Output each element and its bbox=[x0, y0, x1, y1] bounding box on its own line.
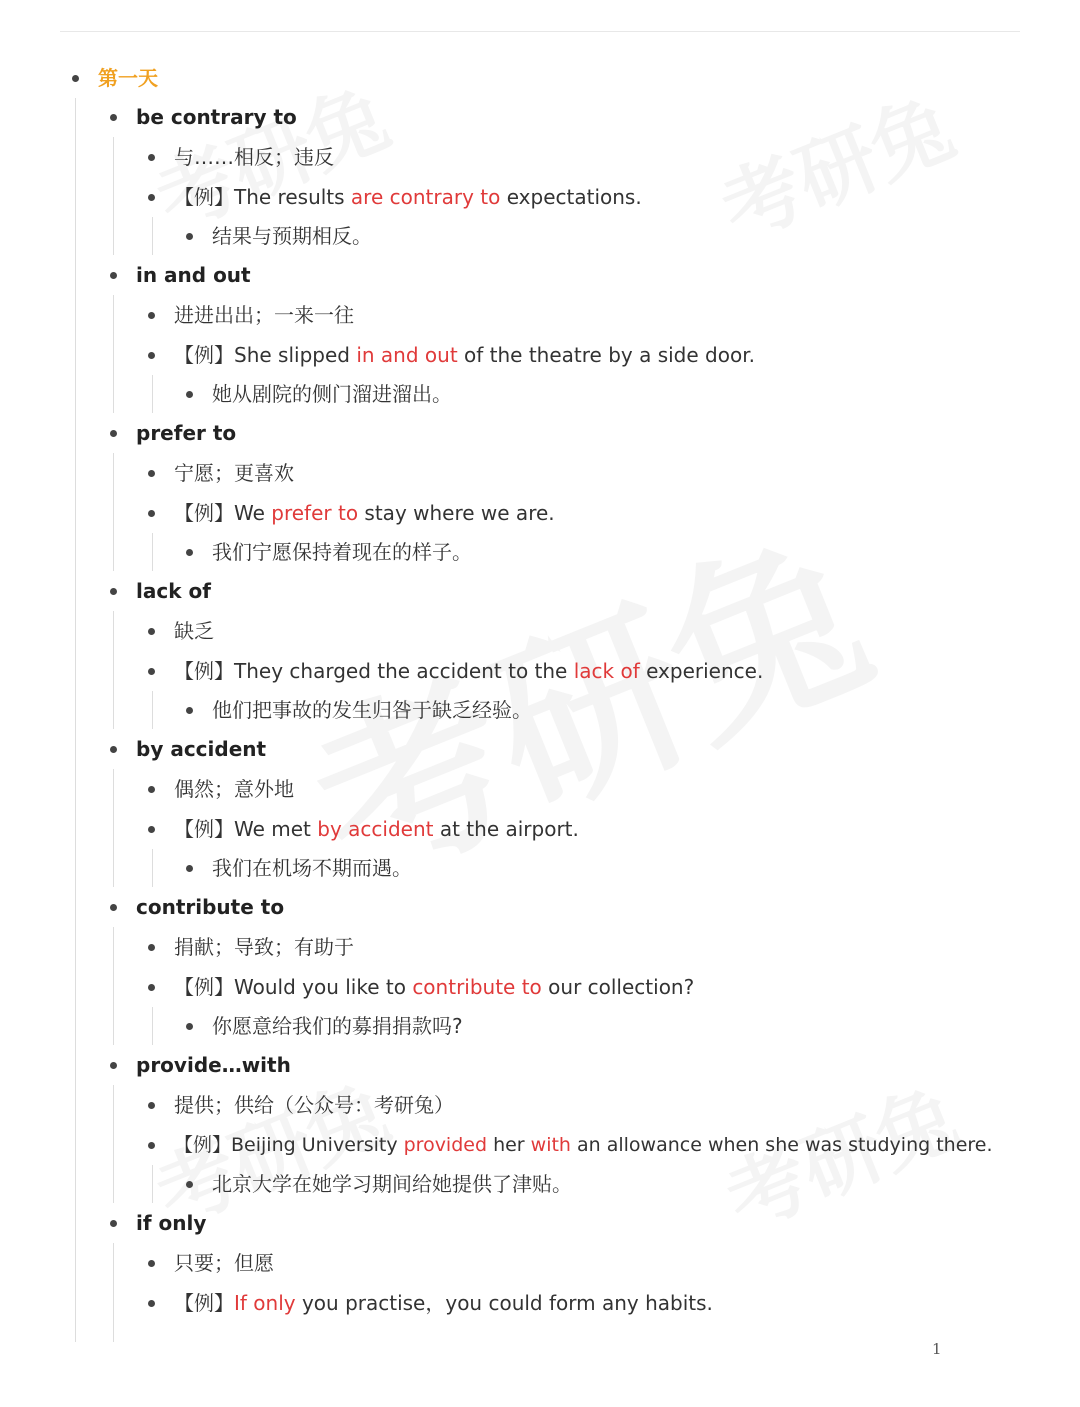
example-text: of the theatre by a side door. bbox=[457, 343, 755, 367]
example-text: an allowance when she was studying there. bbox=[570, 1134, 993, 1156]
example-text: We bbox=[234, 501, 272, 525]
watermark bbox=[702, 64, 968, 261]
example-text: experience. bbox=[639, 659, 764, 683]
bullet-dot bbox=[186, 1181, 193, 1188]
phrase-heading: prefer to bbox=[136, 421, 237, 445]
example-text: They charged the accident to the bbox=[234, 659, 574, 683]
phrase-meaning: 宁愿；更喜欢 bbox=[174, 461, 294, 485]
phrase-heading: if only bbox=[136, 1211, 207, 1235]
outline-guide bbox=[113, 1243, 114, 1342]
example-text: stay where we are. bbox=[358, 501, 555, 525]
bullet-dot bbox=[148, 1300, 155, 1307]
outline-guide bbox=[152, 691, 153, 729]
bullet-dot bbox=[148, 1142, 155, 1149]
bullet-dot bbox=[148, 944, 155, 951]
bullet-dot bbox=[148, 510, 155, 517]
outline-guide bbox=[75, 98, 76, 1342]
example-text: Beijing University bbox=[231, 1134, 404, 1156]
phrase-meaning: 进进出出；一来一往 bbox=[174, 303, 354, 327]
example-highlight: prefer to bbox=[271, 501, 359, 525]
example-highlight: lack of bbox=[573, 659, 640, 683]
phrase-meaning: 捐献；导致；有助于 bbox=[174, 935, 354, 959]
outline-guide bbox=[113, 769, 114, 887]
bullet-dot bbox=[72, 75, 79, 82]
bullet-dot bbox=[148, 470, 155, 477]
example-label: 【例】 bbox=[174, 1291, 234, 1315]
example-sentence bbox=[174, 493, 555, 533]
outline-guide bbox=[113, 453, 114, 571]
bullet-dot bbox=[148, 786, 155, 793]
example-text: expectations. bbox=[500, 185, 642, 209]
example-label: 【例】 bbox=[174, 975, 234, 999]
phrase-meaning: 提供；供给（公众号：考研兔） bbox=[174, 1093, 454, 1117]
phrase-heading: in and out bbox=[136, 263, 251, 287]
outline-guide bbox=[113, 927, 114, 1045]
bullet-dot bbox=[186, 233, 193, 240]
phrase-heading: contribute to bbox=[136, 895, 285, 919]
bullet-dot bbox=[110, 1220, 117, 1227]
example-highlight: If only bbox=[234, 1291, 296, 1315]
bullet-dot bbox=[148, 984, 155, 991]
outline-guide bbox=[152, 1165, 153, 1203]
outline-guide bbox=[152, 1007, 153, 1045]
bullet-dot bbox=[110, 1062, 117, 1069]
example-highlight: with bbox=[530, 1134, 571, 1156]
bullet-dot bbox=[148, 352, 155, 359]
page-number: 1 bbox=[932, 1340, 942, 1358]
bullet-dot bbox=[148, 194, 155, 201]
phrase-meaning: 只要；但愿 bbox=[174, 1251, 274, 1275]
example-translation: 我们宁愿保持着现在的样子。 bbox=[212, 540, 472, 564]
bullet-dot bbox=[110, 272, 117, 279]
example-highlight: contribute to bbox=[412, 975, 542, 999]
bullet-dot bbox=[186, 707, 193, 714]
bullet-dot bbox=[148, 628, 155, 635]
example-sentence bbox=[174, 809, 579, 849]
example-text: our collection? bbox=[541, 975, 695, 999]
example-label: 【例】 bbox=[174, 817, 234, 841]
bullet-dot bbox=[186, 1023, 193, 1030]
outline-guide bbox=[113, 295, 114, 413]
bullet-dot bbox=[110, 588, 117, 595]
example-text: Would you like to bbox=[234, 975, 413, 999]
phrase-meaning: 缺乏 bbox=[174, 619, 214, 643]
bullet-dot bbox=[110, 904, 117, 911]
example-text: The results bbox=[234, 185, 351, 209]
outline-guide bbox=[152, 375, 153, 413]
example-sentence bbox=[174, 967, 694, 1007]
example-sentence bbox=[174, 1283, 713, 1323]
example-highlight: by accident bbox=[317, 817, 434, 841]
bullet-dot bbox=[186, 865, 193, 872]
bullet-dot bbox=[110, 430, 117, 437]
bullet-dot bbox=[110, 746, 117, 753]
bullet-dot bbox=[148, 668, 155, 675]
bullet-dot bbox=[148, 154, 155, 161]
example-text: her bbox=[487, 1134, 531, 1156]
outline-guide bbox=[152, 849, 153, 887]
phrase-heading: lack of bbox=[136, 579, 211, 603]
example-sentence bbox=[174, 1125, 993, 1165]
bullet-dot bbox=[186, 549, 193, 556]
phrase-heading: by accident bbox=[136, 737, 267, 761]
phrase-meaning: 与……相反；违反 bbox=[174, 145, 334, 169]
outline-guide bbox=[152, 533, 153, 571]
example-text: you practise，you could form any habits. bbox=[295, 1291, 713, 1315]
example-highlight: provided bbox=[403, 1134, 488, 1156]
phrase-heading: be contrary to bbox=[136, 105, 297, 129]
example-highlight: are contrary to bbox=[350, 185, 501, 209]
phrase-heading: provide…with bbox=[136, 1053, 291, 1077]
example-translation: 北京大学在她学习期间给她提供了津贴。 bbox=[212, 1172, 572, 1196]
example-translation: 他们把事故的发生归咎于缺乏经验。 bbox=[212, 698, 532, 722]
bullet-dot bbox=[148, 1260, 155, 1267]
example-text: at the airport. bbox=[433, 817, 579, 841]
example-text: She slipped bbox=[234, 343, 357, 367]
example-sentence bbox=[174, 335, 755, 375]
example-translation: 结果与预期相反。 bbox=[212, 224, 372, 248]
outline-guide bbox=[113, 1085, 114, 1203]
bullet-dot bbox=[148, 312, 155, 319]
outline-guide bbox=[113, 137, 114, 255]
example-translation: 她从剧院的侧门溜进溜出。 bbox=[212, 382, 452, 406]
bullet-dot bbox=[148, 826, 155, 833]
example-sentence bbox=[174, 651, 763, 691]
top-divider bbox=[60, 31, 1020, 32]
example-translation: 我们在机场不期而遇。 bbox=[212, 856, 412, 880]
bullet-dot bbox=[186, 391, 193, 398]
example-label: 【例】 bbox=[174, 185, 234, 209]
example-text: We met bbox=[234, 817, 318, 841]
day-title: 第一天 bbox=[98, 66, 158, 90]
bullet-dot bbox=[110, 114, 117, 121]
example-label: 【例】 bbox=[174, 1134, 232, 1156]
example-label: 【例】 bbox=[174, 659, 234, 683]
outline-guide bbox=[152, 217, 153, 255]
bullet-dot bbox=[148, 1102, 155, 1109]
example-highlight: in and out bbox=[356, 343, 458, 367]
example-label: 【例】 bbox=[174, 343, 234, 367]
example-sentence bbox=[174, 177, 642, 217]
outline-guide bbox=[113, 611, 114, 729]
phrase-meaning: 偶然；意外地 bbox=[174, 777, 294, 801]
example-label: 【例】 bbox=[174, 501, 234, 525]
example-translation: 你愿意给我们的募捐捐款吗? bbox=[212, 1014, 463, 1038]
